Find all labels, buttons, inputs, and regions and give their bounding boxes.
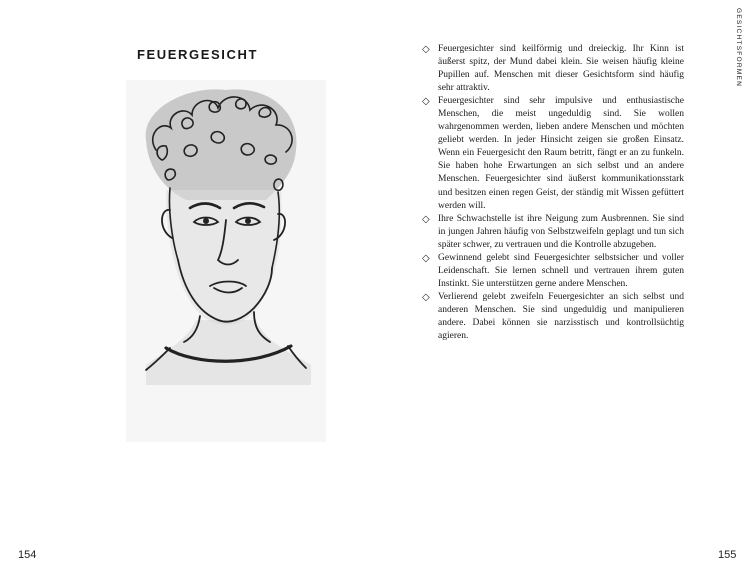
portrait-sketch [126, 80, 326, 442]
bullet-item [422, 252, 684, 291]
diamond-bullet-icon: ◇ [422, 44, 430, 55]
bullet-text: Feuergesichter sind sehr impulsive und enthusiastische Menschen, die meist ungeduldig sind. Sie wollen wahrgenommen werden, lieben andere Menschen und möchten geliebt werden. In jeder Hinsicht zeigen sie großen Einsatz. Wenn ein Feuergesicht den Raum betritt, fängt er an zu funkeln. Sie haben hohe Erwartungen an sich selbst und an andere Menschen. Feuergesichter sind äußerst kommunikationsstark und besitzen einen regen Geist, der ständig mit Wissen gefüttert werden will. [438, 96, 684, 211]
face-illustration [126, 80, 326, 442]
bullet-item [422, 213, 684, 252]
bullet-text: Gewinnend gelebt sind Feuergesichter selbstsicher und voller Leidenschaft. Sie lernen schnell und vertrauen ihrem guten Instinkt. Sie unterstützen gerne andere Menschen. [438, 252, 684, 289]
bullet-list [422, 43, 684, 343]
diamond-bullet-icon: ◇ [422, 96, 430, 108]
bullet-text: Feuergesichter sind keilförmig und dreieckig. Ihr Kinn ist äußerst spitz, der Mund dabei klein. Sie weisen häufig kleine Pupillen auf. Menschen mit dieser Gesichtsform sind häufig sehr attraktiv. [438, 44, 684, 94]
diamond-bullet-icon: ◇ [422, 252, 430, 264]
bullet-text: Ihre Schwachstelle ist ihre Neigung zum Ausbrennen. Sie sind in jungen Jahren häufig von Selbstzweifeln geplagt und tun sich später schwer, zu vertrauen und die Kontrolle abzugeben. [438, 213, 684, 250]
page-number-right: 155 [718, 549, 737, 561]
page-title: FEUERGESICHT [136, 47, 259, 62]
page-number-left: 154 [18, 549, 37, 561]
bullet-item [422, 95, 684, 212]
diamond-bullet-icon: ◇ [422, 291, 430, 303]
bullet-item [422, 291, 684, 343]
bullet-text: Verlierend gelebt zweifeln Feuergesichter an sich selbst und anderen Menschen. Sie sind ungeduldig und manipulieren andere. Dabei können sie narzisstisch und kontrollsüchtig agieren. [438, 291, 684, 342]
section-header: GESICHTSFORMEN [735, 8, 742, 88]
bullet-item [422, 43, 684, 95]
right-page [375, 0, 750, 583]
diamond-bullet-icon: ◇ [422, 213, 430, 225]
